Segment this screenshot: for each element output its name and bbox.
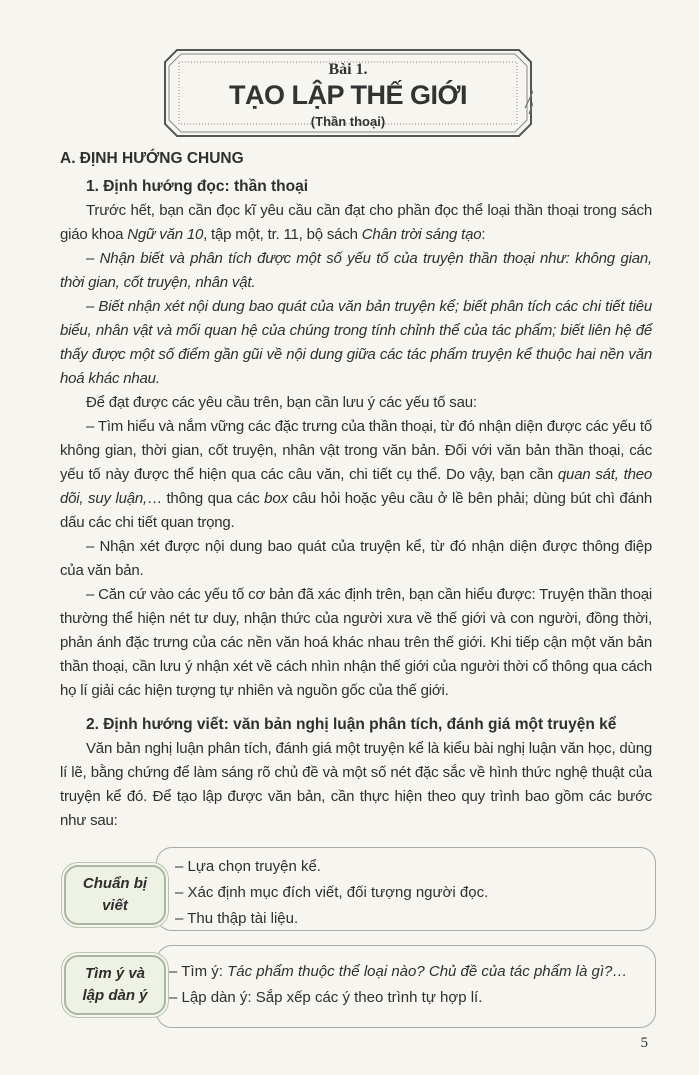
step-prepare <box>64 847 656 931</box>
paragraph <box>60 295 652 391</box>
label-line: Chuẩn bị <box>82 875 148 892</box>
paragraph: Để đạt được các yêu cầu trên, bạn cần lưu ý các yếu tố sau: <box>86 394 477 411</box>
requirement: – Nhận biết và phân tích được một số yếu tố của truyện thần thoại như: không gian, thời gian, cốt truyện, nhân vật. <box>60 250 652 291</box>
text: – Tìm hiểu và nắm vững các đặc trưng của thần thoại, từ đó nhận diện được các yếu tố không gian, thời gian, cốt truyện, nhân vật trong văn bản. Đối với văn bản thần thoại, các yếu tố này được thể hiện qua các câu văn, chi tiết cụ thể. Do vậy, bạn cần <box>60 418 652 483</box>
step-item: – Lập dàn ý: Sắp xếp các ý theo trình tự hợp lí. <box>169 989 483 1006</box>
main-content <box>60 147 652 1075</box>
paragraph: Văn bản nghị luận phân tích, đánh giá một truyện kể là kiểu bài nghị luận văn học, dùng lí lẽ, bằng chứng để làm sáng rõ chủ đề và một số nét đặc sắc về hình thức nghệ thuật của truyện kể đó. Để tạo lập được văn bản, cần thực hiện theo quy trình bao gồm các bước như sau: <box>60 740 652 829</box>
lesson-genre: (Thần thoại) <box>310 114 386 129</box>
step-item <box>169 959 655 985</box>
paragraph: – Nhận xét được nội dung bao quát của truyện kể, từ đó nhận diện được thông điệp của văn bản. <box>60 538 652 579</box>
step-outline <box>64 945 656 1023</box>
lesson-title: TẠO LẬP THẾ GIỚI <box>228 80 468 110</box>
paragraph: – Căn cứ vào các yếu tố cơ bản đã xác định trên, bạn cần hiểu được: Truyện thần thoại thường thể hiện nét tư duy, nhận thức của người xưa về thế giới và con người, đồng thời, phản ánh đặc trưng của các nền văn hoá khác nhau trên thế giới. Khi tiếp cận một văn bản thần thoại, cần lưu ý nhận xét về cách nhìn nhận thế giới của người thời cổ thông qua cách họ lí giải các hiện tượng tự nhiên và nguồn gốc của thế giới. <box>60 586 652 699</box>
text: … thông qua các <box>147 490 265 507</box>
text: – Tìm ý: <box>169 963 228 980</box>
paragraph <box>60 247 652 295</box>
book-title: Ngữ văn 10 <box>127 226 204 243</box>
requirement: – Biết nhận xét nội dung bao quát của văn bản truyện kể; biết phân tích các chi tiết tiêu biểu, nhân vật và mối quan hệ của chúng trong tính chỉnh thể của tác phẩm; biết liên hệ để thấy được một số điểm gần gũi về nội dung giữa các tác phẩm truyện kể thuộc hai nền văn hoá khác nhau. <box>60 298 652 387</box>
section-heading: A. ĐỊNH HƯỚNG CHUNG <box>60 150 244 167</box>
step-label <box>64 955 166 1015</box>
label-line: viết <box>102 897 128 914</box>
book-series: Chân trời sáng tạo <box>361 226 482 243</box>
step-item: – Thu thập tài liệu. <box>175 910 299 927</box>
text: câu hỏi hoặc yêu cầu ở lề bên phải; dùng bút chì đánh dấu các chi tiết quan trọng. <box>60 490 652 531</box>
step-label <box>64 865 166 925</box>
paragraph <box>60 415 652 535</box>
step-item: – Lựa chọn truyện kể. <box>175 858 321 875</box>
step-items <box>156 847 656 931</box>
text: box <box>264 490 288 507</box>
step-items <box>156 945 656 1028</box>
paragraph <box>60 199 652 247</box>
text: Tác phẩm thuộc thể loại nào? Chủ đề của tác phẩm là gì?… <box>227 963 628 980</box>
text: : <box>481 226 486 243</box>
label-line: lập dàn ý <box>82 987 148 1004</box>
lesson-number: Bài 1. <box>328 61 368 78</box>
text: Trước hết, bạn cần đọc kĩ yêu cầu cần đạt cho phần đọc thể loại thần thoại trong sách giáo khoa <box>60 202 652 243</box>
subheading-reading: 1. Định hướng đọc: thần thoại <box>86 178 309 195</box>
page-number: 5 <box>640 1035 648 1051</box>
text: quan sát, theo dõi, suy luận, <box>60 466 652 507</box>
label-line: Tìm ý và <box>84 965 146 982</box>
subheading-writing: 2. Định hướng viết: văn bản nghị luận phân tích, đánh giá một truyện kể <box>86 716 617 733</box>
text: , tập một, tr. 11, bộ sách <box>203 226 362 243</box>
step-item: – Xác định mục đích viết, đối tượng người đọc. <box>175 884 489 901</box>
lesson-title-banner <box>163 48 533 138</box>
